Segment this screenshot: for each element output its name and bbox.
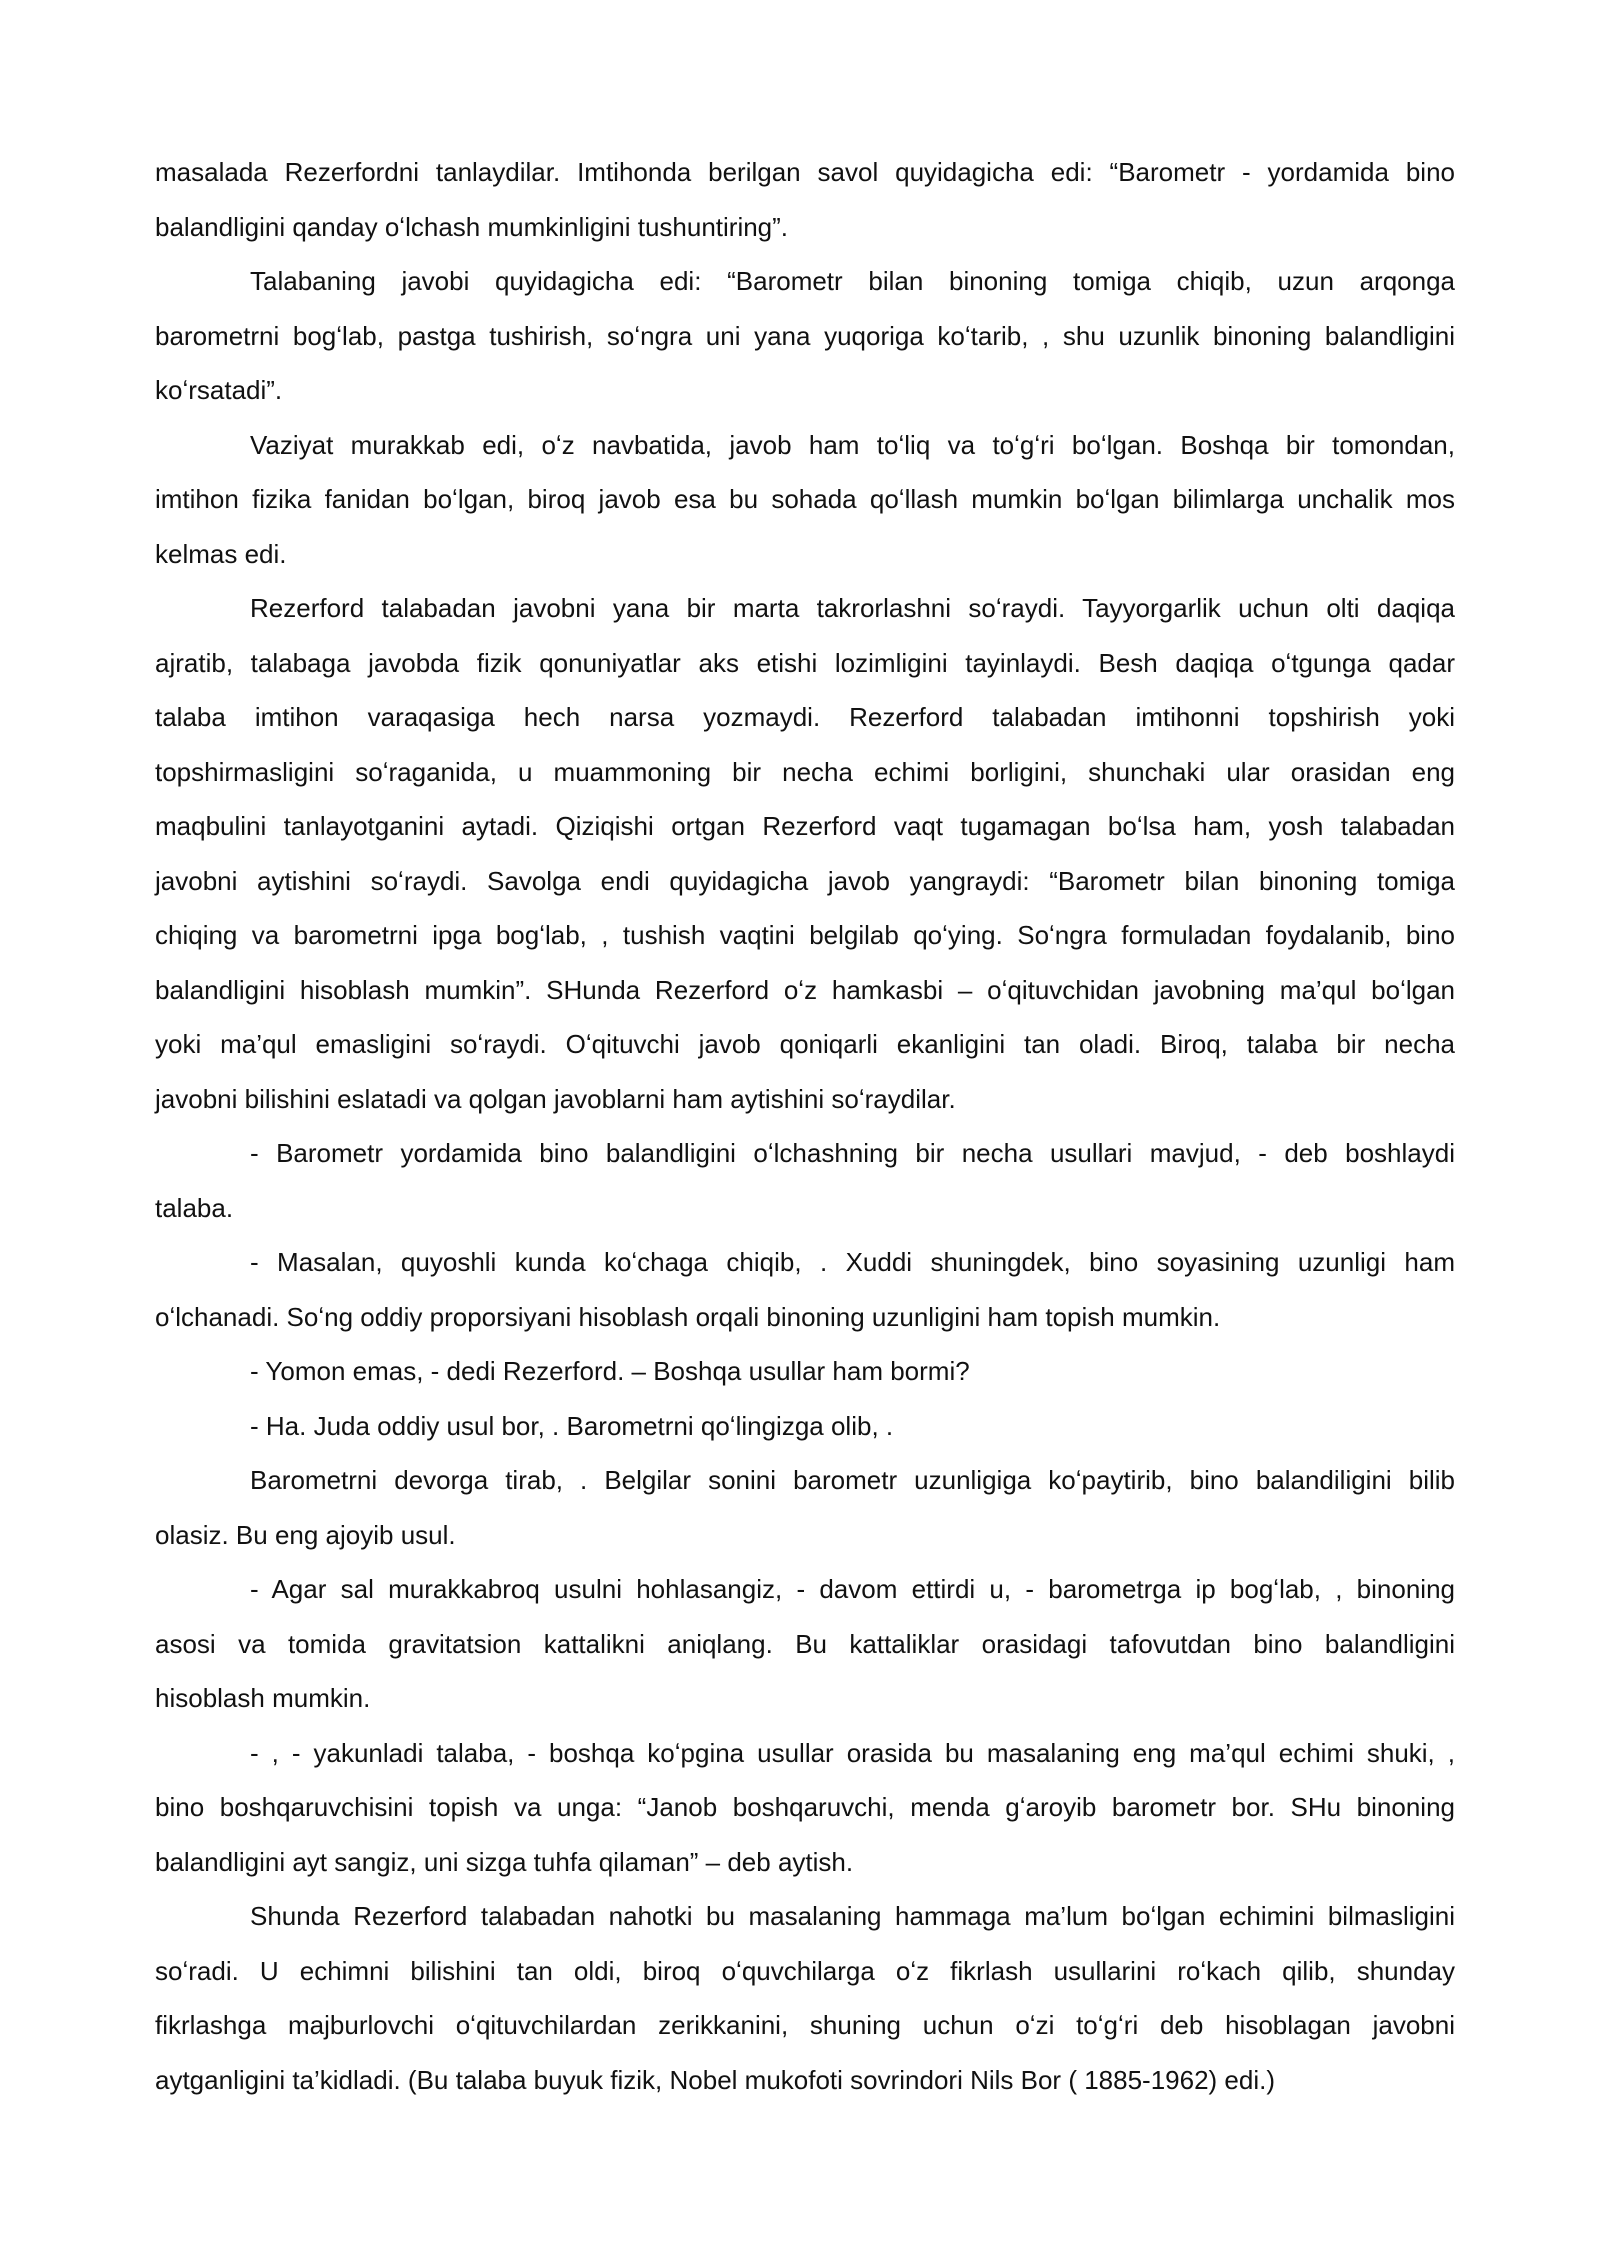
text-line: - , - yakunladi talaba, - boshqa koʻpgina usullar orasida bu masalaning eng ma’qul echimi shuki, , [250, 1737, 1455, 1768]
body-text [155, 145, 1455, 2107]
paragraph [155, 254, 1455, 418]
text-line: Vaziyat murakkab edi, oʻz navbatida, javob ham toʻliq va toʻgʻri boʻlgan. Boshqa bir tomondan, [250, 429, 1455, 460]
paragraph [155, 1889, 1455, 2107]
text-line: Rezerford talabadan javobni yana bir marta takrorlashni soʻraydi. Tayyorgarlik uchun olti daqiqa [250, 593, 1455, 623]
text-line: - Ha. Juda oddiy usul bor, . Barometrni qoʻlingizga olib, . [250, 1410, 894, 1441]
text-line: maqbulini tanlayotganini aytadi. Qiziqishi ortgan Rezerford vaqt tugamagan boʻlsa ham, yosh talabadan [155, 811, 1455, 841]
text-line: Talabaning javobi quyidagicha edi: “Barometr bilan binoning tomiga chiqib, uzun arqonga [250, 266, 1455, 296]
text-line: asosi va tomida gravitatsion kattalikni aniqlang. Bu kattaliklar orasidagi tafovutdan bino balandligini [155, 1628, 1455, 1659]
text-line: - Yomon emas, - dedi Rezerford. – Boshqa usullar ham bormi? [250, 1356, 970, 1386]
text-line: talaba imtihon varaqasiga hech narsa yozmaydi. Rezerford talabadan imtihonni topshirish yoki [155, 702, 1455, 732]
text-line: balandligini hisoblash mumkin”. SHunda Rezerford oʻz hamkasbi – oʻqituvchidan javobning ma’qul boʻlgan [155, 974, 1455, 1005]
text-line: imtihon fizika fanidan boʻlgan, biroq javob esa bu sohada qoʻllash mumkin boʻlgan bilimlarga unchalik mos [155, 484, 1455, 514]
text-line: Barometrni devorga tirab, . Belgilar sonini barometr uzunligiga koʻpaytirib, bino balandiligini bilib [250, 1465, 1455, 1495]
text-line: masalada Rezerfordni tanlaydilar. Imtihonda berilgan savol quyidagicha edi: “Barometr - yordamida bino [155, 157, 1455, 187]
text-line: olasiz. Bu eng ajoyib usul. [155, 1519, 456, 1550]
paragraph [155, 145, 1455, 254]
text-line: Shunda Rezerford talabadan nahotki bu masalaning hammaga ma’lum boʻlgan echimini bilmasligini [250, 1901, 1455, 1931]
paragraph [155, 1235, 1455, 1344]
text-line: - Masalan, quyoshli kunda koʻchaga chiqib, . Xuddi shuningdek, bino soyasining uzunligi ham [250, 1247, 1455, 1277]
text-line: - Barometr yordamida bino balandligini oʻlchashning bir necha usullari mavjud, - deb boshlaydi [250, 1138, 1455, 1168]
text-line: talaba. [155, 1192, 234, 1223]
paragraph [155, 1126, 1455, 1235]
text-line: yoki ma’qul emasligini soʻraydi. Oʻqituvchi javob qoniqarli ekanligini tan oladi. Biroq, talaba bir necha [155, 1029, 1455, 1059]
paragraph [155, 1399, 1455, 1454]
text-line: topshirmasligini soʻraganida, u muammoning bir necha echimi borligini, shunchaki ular orasidan eng [155, 756, 1455, 787]
text-line: oʻlchanadi. Soʻng oddiy proporsiyani hisoblash orqali binoning uzunligini ham topish mumkin. [155, 1301, 1221, 1332]
text-line: kelmas edi. [155, 538, 287, 569]
text-line: - Agar sal murakkabroq usulni hohlasangiz, - davom ettirdi u, - barometrga ip bogʻlab, , binoning [250, 1574, 1455, 1604]
text-line: barometrni bogʻlab, pastga tushirish, soʻngra uni yana yuqoriga koʻtarib, , shu uzunlik binoning balandligini [155, 320, 1455, 351]
paragraph [155, 1344, 1455, 1399]
paragraph [155, 418, 1455, 582]
text-line: balandligini ayt sangiz, uni sizga tuhfa qilaman” – deb aytish. [155, 1846, 854, 1877]
paragraph [155, 1562, 1455, 1726]
text-line: chiqing va barometrni ipga bogʻlab, , tushish vaqtini belgilab qoʻying. Soʻngra formuladan foydalanib, bino [155, 920, 1455, 950]
text-line: soʻradi. U echimni bilishini tan oldi, biroq oʻquvchilarga oʻz fikrlash usullarini roʻkach qilib, shunday [155, 1955, 1455, 1986]
paragraph [155, 1726, 1455, 1890]
text-line: koʻrsatadi”. [155, 375, 283, 405]
paragraph [155, 581, 1455, 1126]
text-line: javobni bilishini eslatadi va qolgan javoblarni ham aytishini soʻraydilar. [155, 1083, 956, 1114]
text-line: javobni aytishini soʻraydi. Savolga endi quyidagicha javob yangraydi: “Barometr bilan binoning tomiga [155, 865, 1455, 896]
text-line: fikrlashga majburlovchi oʻqituvchilardan zerikkanini, shuning uchun oʻzi toʻgʻri deb hisoblagan javobni [155, 2010, 1455, 2040]
text-line: aytganligini ta’kidladi. (Bu talaba buyuk fizik, Nobel mukofoti sovrindori Nils Bor ( 1885-1962) edi.) [155, 2064, 1275, 2095]
text-line: balandligini qanday oʻlchash mumkinligini tushuntiring”. [155, 211, 789, 242]
text-line: bino boshqaruvchisini topish va unga: “Janob boshqaruvchi, menda gʻaroyib barometr bor. SHu binoning [155, 1792, 1455, 1822]
paragraph [155, 1453, 1455, 1562]
text-line: ajratib, talabaga javobda fizik qonuniyatlar aks etishi lozimligini tayinlaydi. Besh daqiqa oʻtgunga qadar [155, 647, 1455, 678]
text-line: hisoblash mumkin. [155, 1683, 371, 1713]
